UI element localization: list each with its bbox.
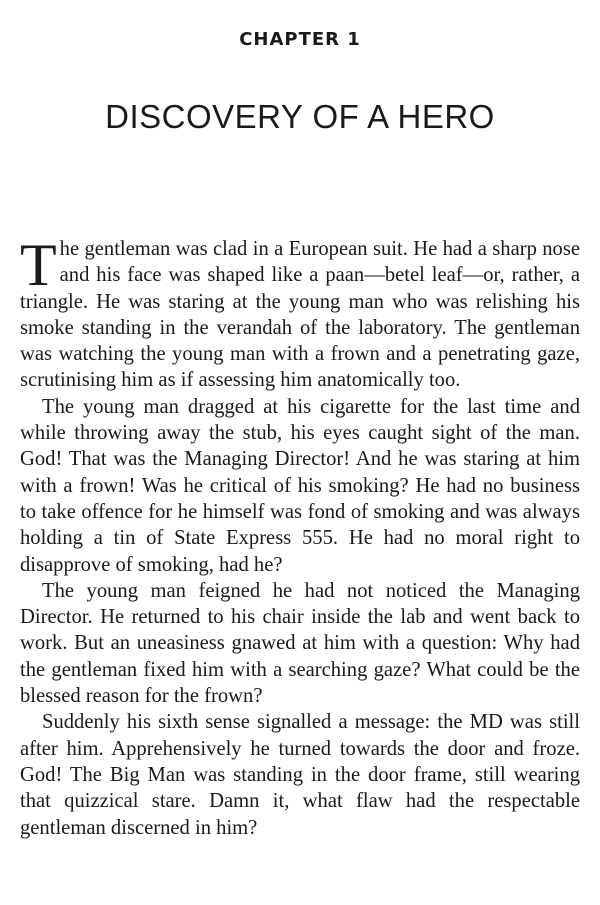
paragraph-3: The young man feigned he had not noticed the Managing Director. He returned to his chair inside the lab and went back to work. But an uneasiness gnawed at him with a question: Why had the gentleman fixed him with a searching gaze? What could be the blessed reason for the frown?: [20, 579, 580, 708]
paragraph-1-text: he gentleman was clad in a European suit. He had a sharp nose and his face was shaped like a paan—betel leaf—or, rather, a triangle. He was staring at the young man who was relishing his smoke standing in the verandah of the laboratory. The gentleman was watching the young man with a frown and a penetrating gaze, scrutinising him as if assessing him anatomically too.: [20, 238, 580, 392]
paragraph-2: The young man dragged at his cigarette for the last time and while throwing away the stub, his eyes caught sight of the man. God! That was the Managing Director! And he was staring at him with a frown! Was he critical of his smoking? He had no business to take offence for he himself was fond of smoking and was always holding a tin of State Express 555. He had no moral right to disapprove of smoking, had he?: [20, 395, 580, 576]
chapter-title: DISCOVERY OF A HERO: [105, 98, 495, 135]
chapter-number: CHAPTER 1: [239, 29, 361, 50]
drop-cap: T: [20, 232, 57, 298]
paragraph-4: Suddenly his sixth sense signalled a message: the MD was still after him. Apprehensively he turned towards the door and froze. God! The Big Man was standing in the door frame, still wearing that quizzical stare. Damn it, what flaw had the respectable gentleman discerned in him?: [20, 711, 580, 839]
paragraph-1: [20, 232, 580, 394]
chapter-body: [20, 232, 580, 841]
